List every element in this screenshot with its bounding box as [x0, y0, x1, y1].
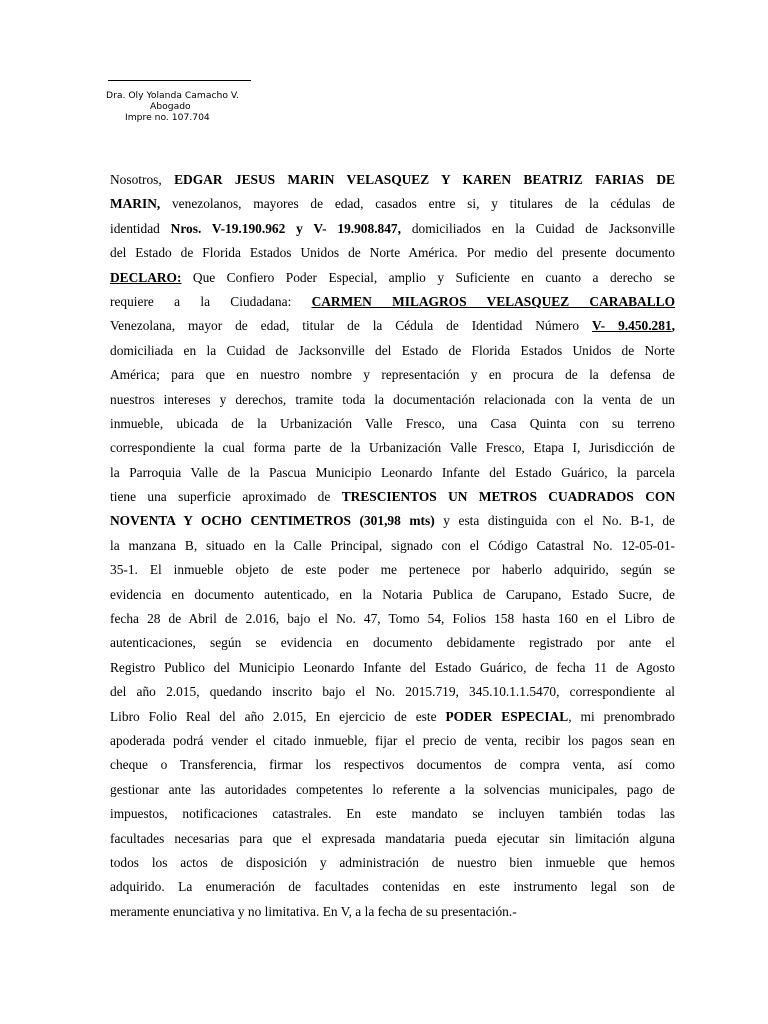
emphasized-text: CARMEN MILAGROS VELASQUEZ CARABALLO: [311, 293, 675, 309]
emphasized-text: EDGAR JESUS MARIN VELASQUEZ Y KAREN BEATRIZ FARIAS DE: [174, 172, 675, 187]
text-run: inmueble, ubicada de la Urbanización Valle Fresco, una Casa Quinta con su terreno: [110, 415, 675, 431]
text-run: Libro Folio Real del año 2.015, En ejercicio de este: [110, 708, 446, 724]
text-run: apoderada podrá vender el citado inmueble, fijar el precio de venta, recibir los pagos sean en: [110, 732, 675, 748]
lawyer-title: Abogado: [150, 101, 191, 112]
text-run: facultades necesarias para que el expresada mandataria pueda ejecutar sin limitación alguna: [110, 830, 675, 846]
text-run: domiciliada en la Cuidad de Jacksonville del Estado de Florida Estados Unidos de Norte: [110, 342, 675, 358]
text-line: [110, 241, 675, 265]
text-line: [110, 851, 675, 875]
text-line: [110, 534, 675, 558]
text-run: impuestos, notificaciones catastrales. En este mandato se incluyen también todas las: [110, 806, 675, 822]
text-run: venezolanos, mayores de edad, casados entre si, y titulares de la cédulas de: [160, 196, 675, 212]
text-line: [110, 436, 675, 460]
text-line: [110, 412, 675, 436]
text-line: [110, 509, 675, 533]
text-line: [110, 631, 675, 655]
emphasized-text: ,: [671, 318, 675, 334]
text-run: fecha 28 de Abril de 2.016, bajo el No. 47, Tomo 54, Folios 158 hasta 160 en el Libro de: [110, 611, 675, 627]
text-run: América; para que en nuestro nombre y representación y en procura de la defensa de: [110, 367, 675, 383]
text-line: [110, 558, 675, 582]
text-line: [110, 168, 675, 192]
text-run: Que Confiero Poder Especial, amplio y Suficiente en cuanto a derecho se: [181, 269, 675, 285]
text-line: [110, 266, 675, 290]
text-line: [110, 290, 675, 314]
emphasized-text: PODER ESPECIAL: [445, 708, 569, 724]
text-run: la Parroquia Valle de la Pascua Municipio Leonardo Infante del Estado Guárico, la parcela: [110, 464, 675, 480]
text-run: identidad: [110, 220, 171, 236]
text-line: [110, 753, 675, 777]
text-run: del Estado de Florida Estados Unidos de Norte América. Por medio del presente documento: [110, 245, 675, 261]
text-run: la manzana B, situado en la Calle Principal, signado con el Código Catastral No. 12-05-01-: [110, 537, 675, 553]
text-run: Nosotros,: [110, 172, 175, 187]
emphasized-text: MARIN,: [110, 196, 161, 212]
text-line: [110, 827, 675, 851]
text-line: [110, 656, 675, 680]
text-line: [110, 339, 675, 363]
text-run: evidencia en documento autenticado, en la Notaria Publica de Carupano, Estado Sucre, de: [110, 586, 675, 602]
text-run: autenticaciones, según se evidencia en documento debidamente registrado por ante el: [110, 635, 675, 651]
text-run: nuestros intereses y derechos, tramite toda la documentación relacionada con la venta de un: [110, 391, 675, 407]
emphasized-text: TRESCIENTOS UN METROS CUADRADOS CON: [341, 489, 675, 505]
text-line: [110, 388, 675, 412]
text-line: [110, 729, 675, 753]
text-run: tiene una superficie aproximado de: [110, 489, 342, 505]
text-line: [110, 192, 675, 216]
registration-number: Impre no. 107.704: [125, 112, 210, 123]
text-run: meramente enunciativa y no limitativa. En V, a la fecha de su presentación.-: [110, 903, 517, 919]
letterhead: [106, 90, 326, 123]
emphasized-text: V- 9.450.281: [592, 318, 672, 334]
text-run: requiere a la Ciudadana:: [110, 293, 312, 309]
emphasized-text: NOVENTA Y OCHO CENTIMETROS (301,98 mts): [110, 513, 435, 529]
text-run: correspondiente la cual forma parte de la Urbanización Valle Fresco, Etapa I, Jurisdicción de: [110, 440, 675, 456]
lawyer-name: Dra. Oly Yolanda Camacho V.: [106, 90, 239, 101]
text-line: [110, 875, 675, 899]
text-line: [110, 363, 675, 387]
text-run: cheque o Transferencia, firmar los respectivos documentos de compra venta, así como: [110, 757, 675, 773]
text-line: [110, 461, 675, 485]
text-run: Registro Publico del Municipio Leonardo Infante del Estado Guárico, de fecha 11 de Agosto: [110, 659, 675, 675]
text-line: [110, 900, 675, 924]
document-body: [110, 168, 675, 924]
text-run: domiciliados en la Cuidad de Jacksonville: [400, 220, 675, 236]
emphasized-text: Nros. V-19.190.962 y V- 19.908.847,: [170, 220, 401, 236]
text-run: del año 2.015, quedando inscrito bajo el No. 2015.719, 345.10.1.1.5470, correspondiente al: [110, 684, 675, 700]
text-run: y esta distinguida con el No. B-1, de: [434, 513, 675, 529]
text-line: [110, 802, 675, 826]
text-line: [110, 485, 675, 509]
text-run: 35-1. El inmueble objeto de este poder me pertenece por haberlo adquirido, según se: [110, 562, 675, 578]
text-run: todos los actos de disposición y administración de nuestro bien inmueble que hemos: [110, 854, 675, 870]
text-run: gestionar ante las autoridades competentes lo referente a la solvencias municipales, pago de: [110, 781, 675, 797]
emphasized-text: DECLARO:: [110, 269, 182, 285]
text-run: adquirido. La enumeración de facultades contenidas en este instrumento legal son de: [110, 879, 675, 895]
text-run: , mi prenombrado: [568, 708, 675, 724]
text-line: [110, 680, 675, 704]
text-run: Venezolana, mayor de edad, titular de la Cédula de Identidad Número: [110, 318, 593, 334]
text-line: [110, 778, 675, 802]
text-line: [110, 217, 675, 241]
text-line: [110, 705, 675, 729]
signature-line: [108, 80, 251, 81]
text-line: [110, 314, 675, 338]
text-line: [110, 607, 675, 631]
text-line: [110, 583, 675, 607]
